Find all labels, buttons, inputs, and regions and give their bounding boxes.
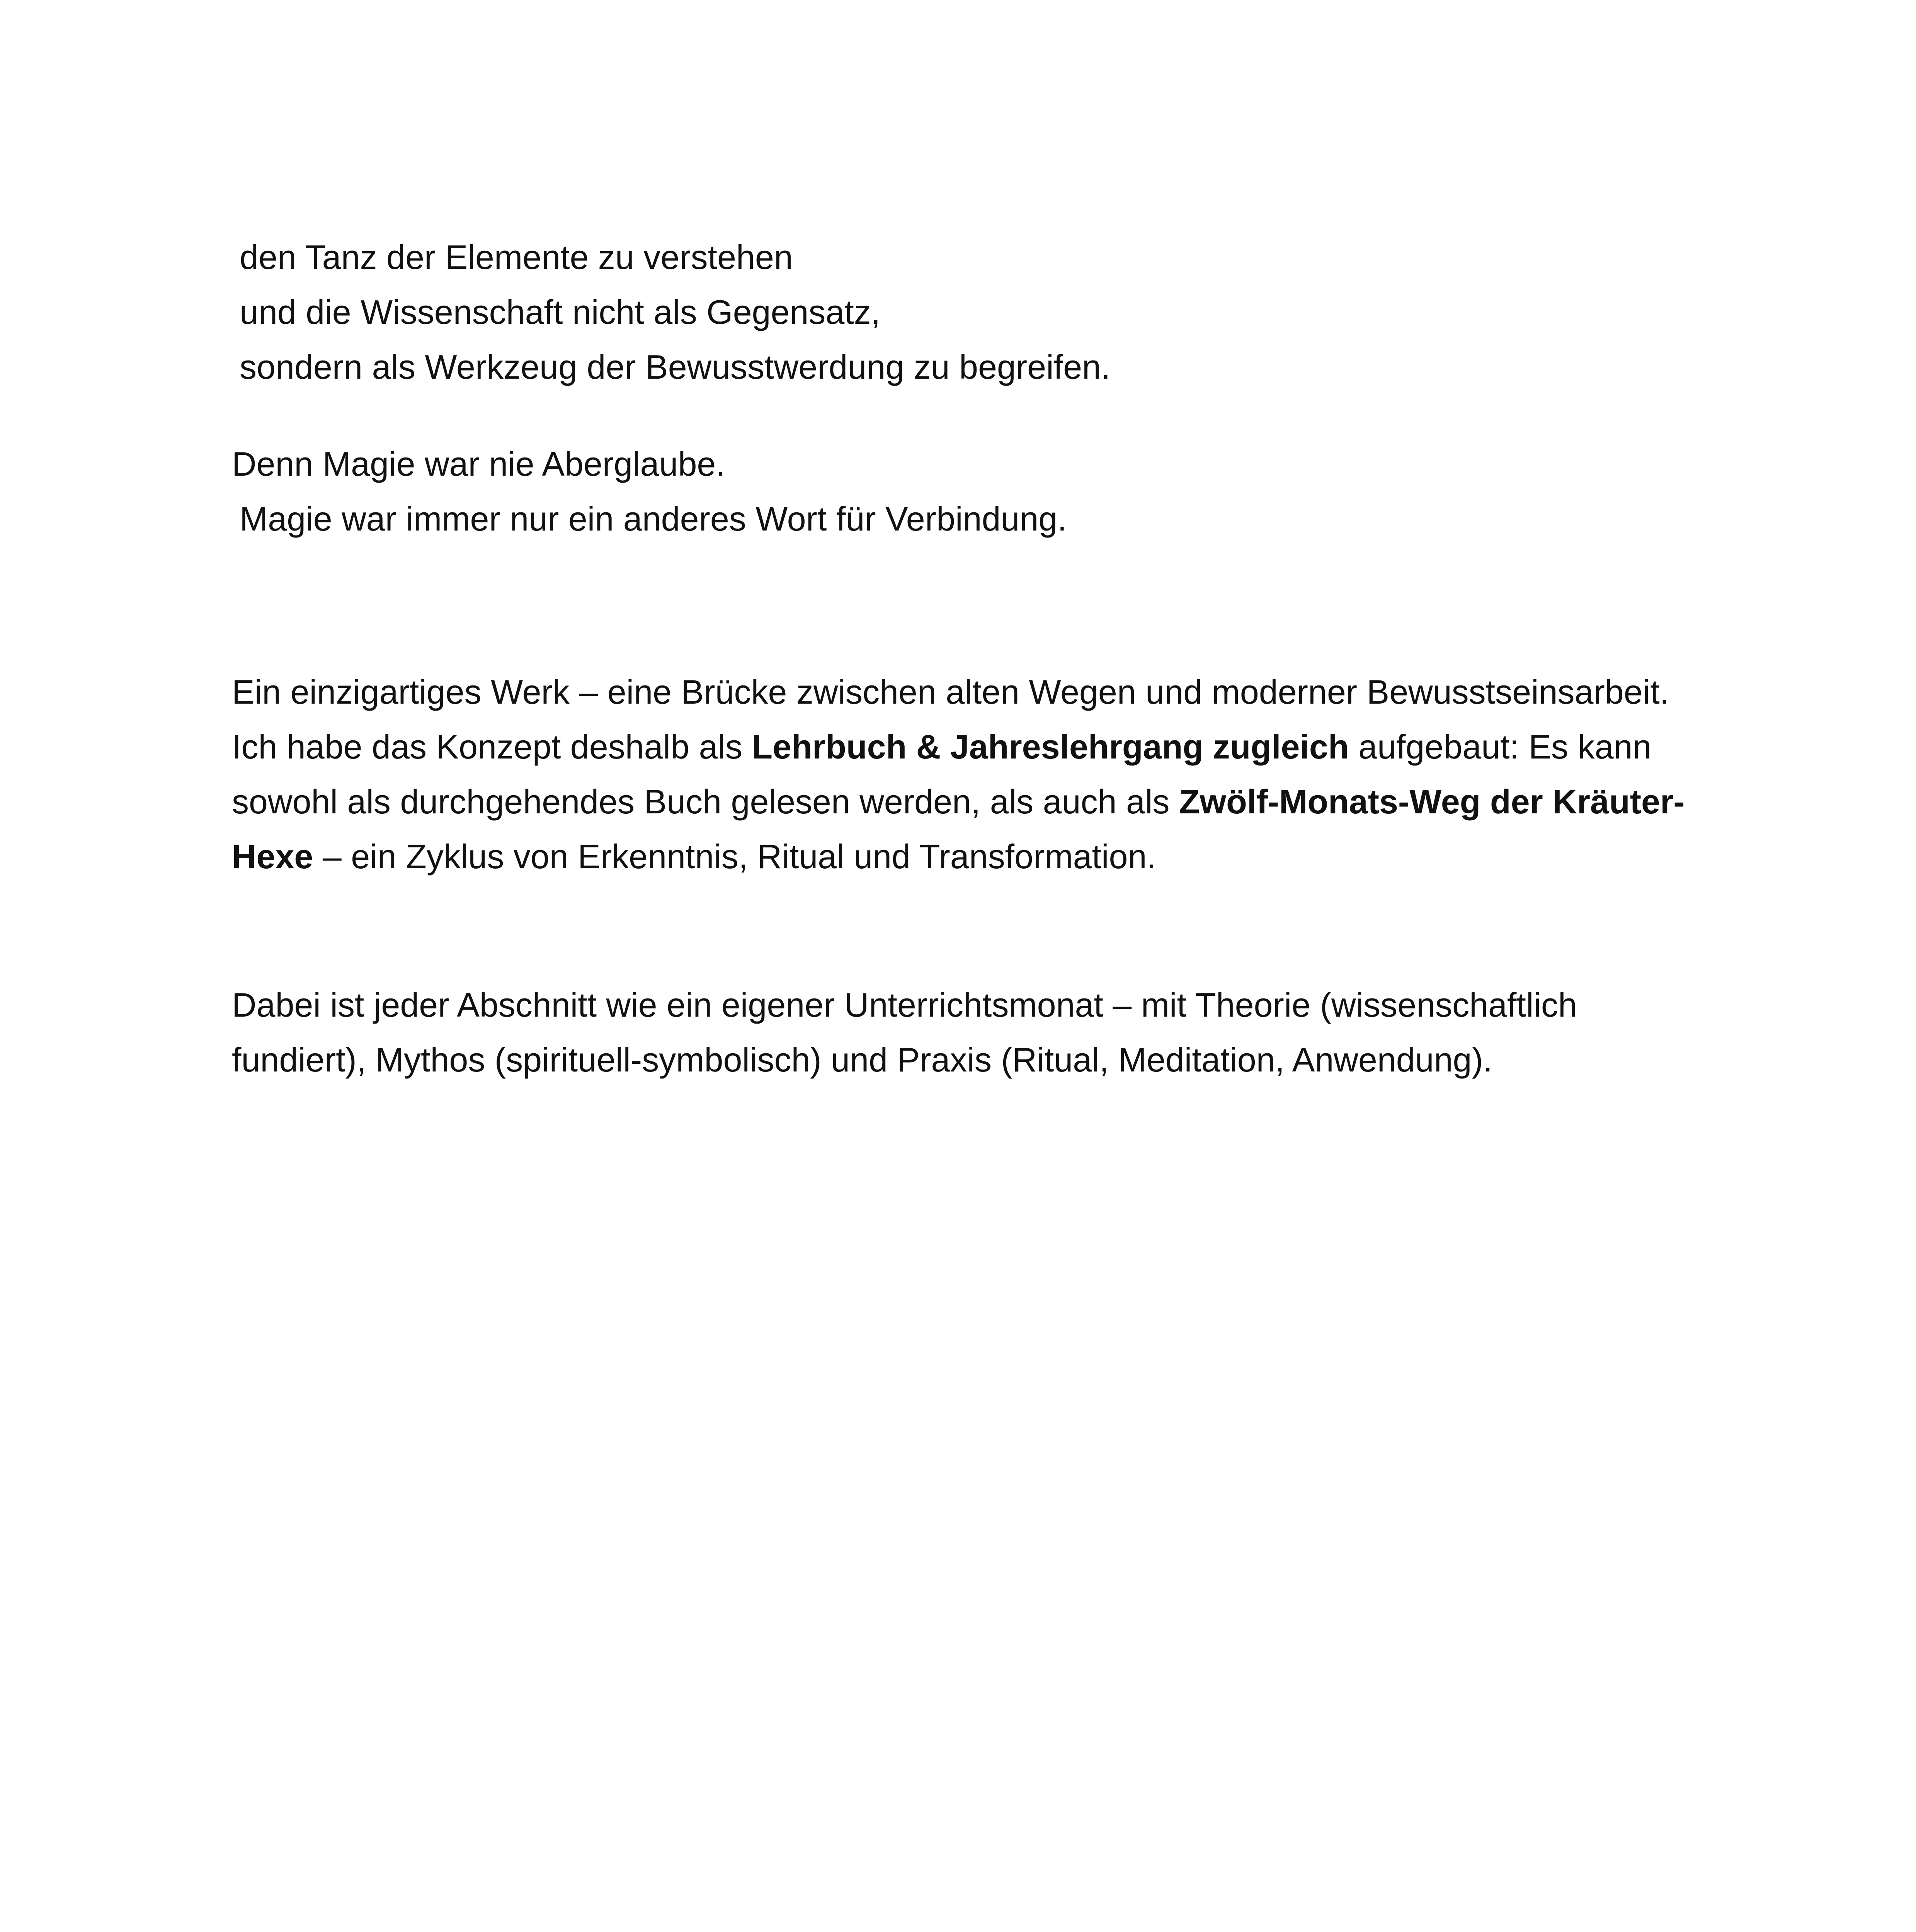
- poem-stanza-1: [232, 230, 1693, 395]
- body-paragraph-2: [232, 978, 1693, 1087]
- poem-line: den Tanz der Elemente zu verstehen: [240, 238, 793, 276]
- body-paragraph-1: [232, 665, 1693, 884]
- bold-text-run: Lehrbuch & Jahreslehrgang zugleich: [752, 728, 1349, 766]
- text-run: aufgebaut: Es kann sowohl als durchgehendes Buch gelesen werden, als auch als: [232, 728, 1652, 821]
- text-run: – ein Zyklus von Erkenntnis, Ritual und Transformation.: [313, 837, 1156, 876]
- paragraph-text: [232, 665, 1693, 884]
- text-run: Ein einzigartiges Werk – eine Brücke zwischen alten Wegen und moderner Bewusstseinsarbeit. Ich habe das Konzept deshalb als: [232, 673, 1669, 766]
- bold-text-run: Zwölf-Monats-Weg der Kräuter-Hexe: [232, 782, 1685, 876]
- paragraph-text: Dabei ist jeder Abschnitt wie ein eigener Unterrichtsmonat – mit Theorie (wissenschaftlich fundiert), Mythos (spirituell-symbolisch) und Praxis (Ritual, Meditation, Anwendung).: [232, 986, 1577, 1079]
- poem-line: sondern als Werkzeug der Bewusstwerdung zu begreifen.: [240, 348, 1111, 386]
- poem-line: Denn Magie war nie Aberglaube.: [232, 445, 725, 483]
- poem-line: Magie war immer nur ein anderes Wort für Verbindung.: [240, 500, 1067, 538]
- poem-stanza-2: [232, 437, 1693, 546]
- poem-line: und die Wissenschaft nicht als Gegensatz,: [240, 293, 881, 331]
